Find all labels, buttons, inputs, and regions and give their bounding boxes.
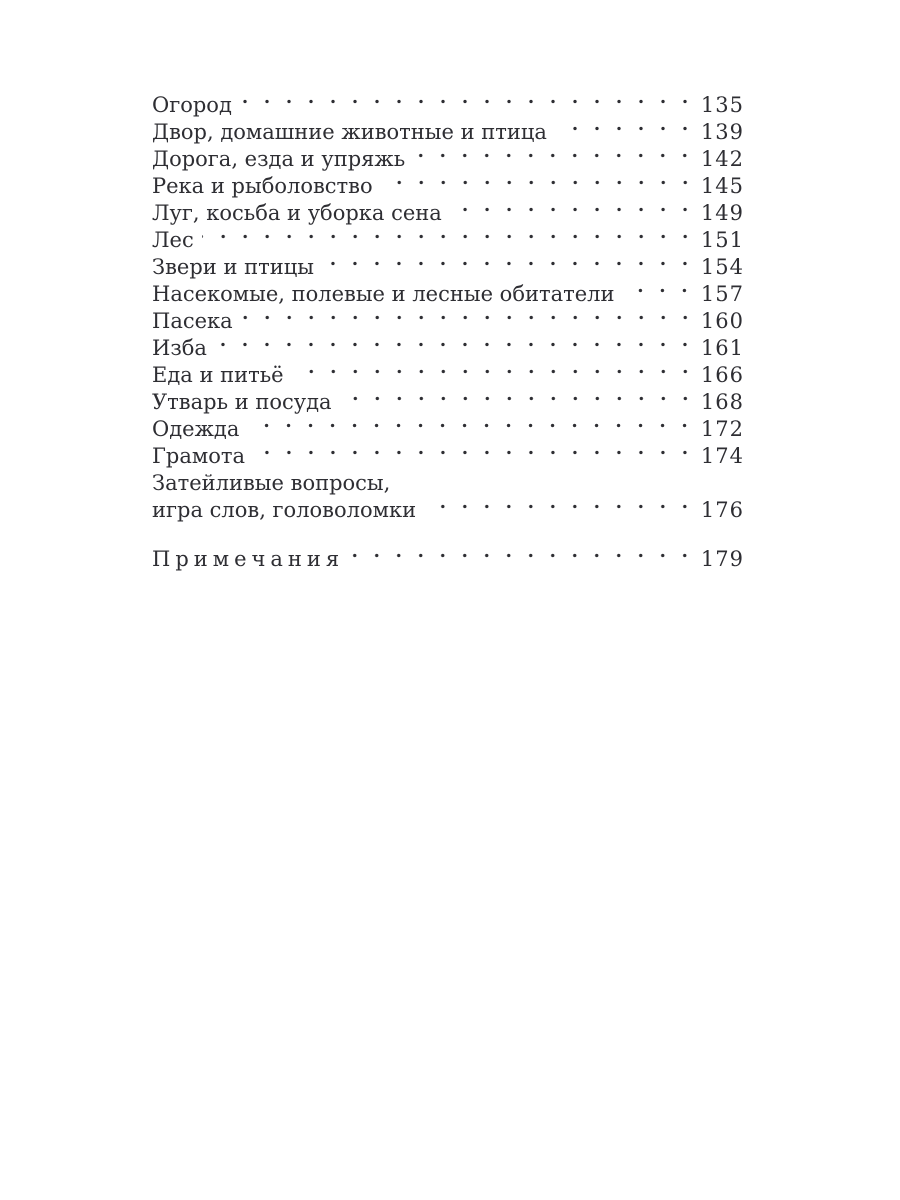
entry-label: Затейливые вопросы, xyxy=(152,471,391,495)
dot-leader xyxy=(322,254,701,281)
toc-entry xyxy=(152,497,744,524)
entry-page-number: 160 xyxy=(700,309,744,333)
toc-entry xyxy=(152,200,744,227)
toc-entry xyxy=(152,173,744,200)
dot-leader xyxy=(555,119,701,146)
entry-label: Утварь и посуда xyxy=(152,390,332,414)
dot-leader xyxy=(424,497,701,524)
entry-label: Примечания xyxy=(152,547,345,571)
entry-page-number: 172 xyxy=(700,417,744,441)
dot-leader xyxy=(352,546,701,573)
entry-label: Лес xyxy=(152,228,194,252)
entry-page-number: 149 xyxy=(700,201,744,225)
entry-label: Одежда xyxy=(152,417,240,441)
entry-page-number: 168 xyxy=(700,390,744,414)
entry-label: Звери и птицы xyxy=(152,255,314,279)
entry-page-number: 174 xyxy=(700,444,744,468)
entry-label: Луг, косьба и уборка сена xyxy=(152,201,442,225)
entry-page-number: 139 xyxy=(700,120,744,144)
dot-leader xyxy=(450,200,701,227)
entry-page-number: 157 xyxy=(700,282,744,306)
toc-entry xyxy=(152,362,744,389)
entry-label: Река и рыболовство xyxy=(152,174,373,198)
dot-leader xyxy=(622,281,700,308)
toc-entry xyxy=(152,281,744,308)
entry-page-number: 161 xyxy=(700,336,744,360)
entry-label: Двор, домашние животные и птица xyxy=(152,120,547,144)
entry-label: Еда и питьё xyxy=(152,363,284,387)
toc-entry xyxy=(152,119,744,146)
dot-leader xyxy=(215,335,701,362)
dot-leader xyxy=(241,308,701,335)
entry-label: Насекомые, полевые и лесные обитатели xyxy=(152,282,615,306)
toc-entry xyxy=(152,546,744,573)
toc-entry xyxy=(152,389,744,416)
entry-page-number: 166 xyxy=(700,363,744,387)
dot-leader xyxy=(340,389,701,416)
dot-leader xyxy=(398,470,744,497)
dot-leader xyxy=(240,92,701,119)
entry-label: Огород xyxy=(152,93,232,117)
entry-label: игра слов, головоломки xyxy=(152,498,417,522)
dot-leader xyxy=(413,146,701,173)
dot-leader xyxy=(202,227,701,254)
toc-entry xyxy=(152,416,744,443)
toc-entry xyxy=(152,92,744,119)
entry-page-number: 176 xyxy=(700,498,744,522)
entry-page-number: 154 xyxy=(700,255,744,279)
entry-label: Изба xyxy=(152,336,207,360)
toc-entry xyxy=(152,470,744,497)
toc-entry xyxy=(152,146,744,173)
dot-leader xyxy=(253,443,701,470)
toc-entry xyxy=(152,443,744,470)
entry-label: Дорога, езда и упряжь xyxy=(152,147,406,171)
dot-leader xyxy=(292,362,701,389)
toc-entry xyxy=(152,254,744,281)
dot-leader xyxy=(247,416,701,443)
entry-page-number: 135 xyxy=(700,93,744,117)
entry-page-number: 179 xyxy=(700,547,744,571)
dot-leader xyxy=(381,173,701,200)
entry-page-number: 142 xyxy=(700,147,744,171)
entry-label: Грамота xyxy=(152,444,245,468)
entry-label: Пасека xyxy=(152,309,233,333)
entry-page-number: 151 xyxy=(700,228,744,252)
toc-entry xyxy=(152,335,744,362)
toc-entry xyxy=(152,308,744,335)
toc-list xyxy=(152,92,744,573)
toc-entry xyxy=(152,227,744,254)
entry-page-number: 145 xyxy=(700,174,744,198)
